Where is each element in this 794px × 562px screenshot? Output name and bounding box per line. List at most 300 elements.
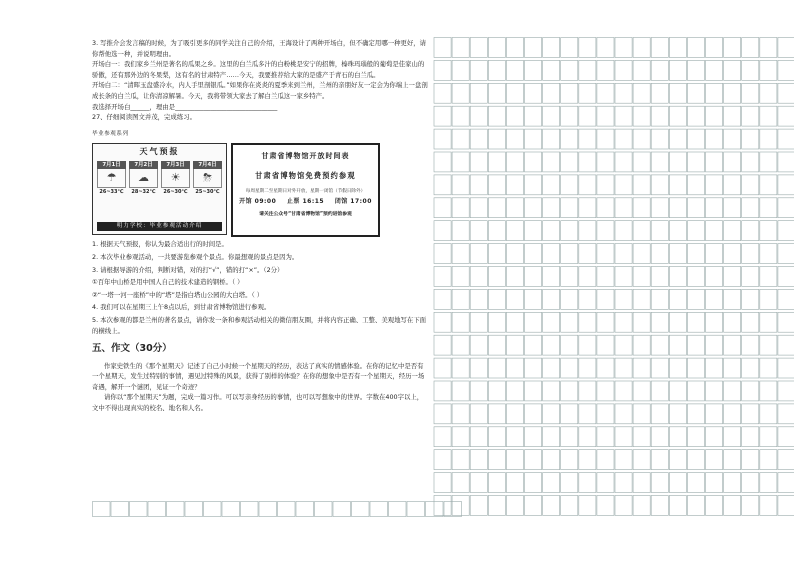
grid-cell[interactable] (778, 198, 794, 218)
grid-cell[interactable] (778, 267, 794, 287)
grid-cell[interactable] (434, 473, 451, 493)
grid-cell[interactable] (488, 175, 505, 195)
grid-cell[interactable] (434, 60, 451, 80)
grid-cell[interactable] (434, 404, 451, 424)
grid-cell[interactable] (579, 83, 596, 103)
grid-cell[interactable] (506, 198, 523, 218)
grid-cell[interactable] (706, 450, 723, 470)
grid-cell[interactable] (706, 244, 723, 264)
grid-cell[interactable] (633, 473, 650, 493)
grid-cell[interactable] (615, 450, 632, 470)
grid-cell[interactable] (352, 502, 370, 517)
grid-cell[interactable] (525, 106, 542, 126)
grid-cell[interactable] (742, 244, 759, 264)
grid-cell[interactable] (597, 312, 614, 332)
grid-cell[interactable] (724, 152, 741, 172)
grid-cell[interactable] (579, 496, 596, 516)
grid-cell[interactable] (615, 473, 632, 493)
grid-cell[interactable] (633, 83, 650, 103)
grid-cell[interactable] (452, 221, 469, 241)
grid-cell[interactable] (579, 38, 596, 58)
grid-cell[interactable] (742, 427, 759, 447)
grid-cell[interactable] (597, 381, 614, 401)
grid-cell[interactable] (615, 335, 632, 355)
grid-cell[interactable] (687, 175, 704, 195)
grid-cell[interactable] (506, 221, 523, 241)
grid-cell[interactable] (452, 129, 469, 149)
grid-cell[interactable] (488, 221, 505, 241)
grid-cell[interactable] (525, 404, 542, 424)
grid-cell[interactable] (633, 129, 650, 149)
grid-cell[interactable] (434, 106, 451, 126)
grid-cell[interactable] (760, 198, 777, 218)
grid-cell[interactable] (561, 335, 578, 355)
grid-cell[interactable] (488, 289, 505, 309)
grid-cell[interactable] (669, 267, 686, 287)
grid-cell[interactable] (760, 267, 777, 287)
grid-cell[interactable] (525, 129, 542, 149)
grid-cell[interactable] (525, 473, 542, 493)
grid-cell[interactable] (597, 106, 614, 126)
grid-cell[interactable] (470, 404, 487, 424)
grid-cell[interactable] (633, 198, 650, 218)
grid-cell[interactable] (488, 473, 505, 493)
grid-cell[interactable] (778, 289, 794, 309)
grid-cell[interactable] (597, 129, 614, 149)
grid-cell[interactable] (434, 358, 451, 378)
grid-cell[interactable] (525, 335, 542, 355)
grid-cell[interactable] (543, 106, 560, 126)
grid-cell[interactable] (597, 450, 614, 470)
grid-cell[interactable] (506, 335, 523, 355)
grid-cell[interactable] (488, 267, 505, 287)
grid-cell[interactable] (452, 404, 469, 424)
grid-cell[interactable] (525, 38, 542, 58)
grid-cell[interactable] (669, 289, 686, 309)
grid-cell[interactable] (760, 335, 777, 355)
grid-cell[interactable] (778, 496, 794, 516)
grid-cell[interactable] (633, 38, 650, 58)
grid-cell[interactable] (561, 404, 578, 424)
grid-cell[interactable] (687, 244, 704, 264)
grid-cell[interactable] (742, 129, 759, 149)
grid-cell[interactable] (241, 502, 259, 517)
grid-cell[interactable] (615, 358, 632, 378)
grid-cell[interactable] (506, 175, 523, 195)
grid-cell[interactable] (687, 450, 704, 470)
grid-cell[interactable] (706, 129, 723, 149)
grid-cell[interactable] (706, 175, 723, 195)
grid-cell[interactable] (561, 427, 578, 447)
grid-cell[interactable] (778, 335, 794, 355)
grid-cell[interactable] (407, 502, 425, 517)
grid-cell[interactable] (543, 152, 560, 172)
grid-cell[interactable] (633, 289, 650, 309)
grid-cell[interactable] (724, 175, 741, 195)
grid-cell[interactable] (434, 312, 451, 332)
grid-cell[interactable] (506, 152, 523, 172)
grid-cell[interactable] (452, 473, 469, 493)
grid-cell[interactable] (778, 60, 794, 80)
grid-cell[interactable] (506, 404, 523, 424)
grid-cell[interactable] (706, 106, 723, 126)
grid-cell[interactable] (651, 175, 668, 195)
grid-cell[interactable] (470, 106, 487, 126)
grid-cell[interactable] (724, 312, 741, 332)
grid-cell[interactable] (760, 244, 777, 264)
grid-cell[interactable] (669, 496, 686, 516)
grid-cell[interactable] (669, 198, 686, 218)
grid-cell[interactable] (633, 450, 650, 470)
grid-cell[interactable] (543, 312, 560, 332)
grid-cell[interactable] (488, 83, 505, 103)
grid-cell[interactable] (778, 473, 794, 493)
grid-cell[interactable] (742, 335, 759, 355)
grid-cell[interactable] (525, 427, 542, 447)
grid-cell[interactable] (706, 335, 723, 355)
grid-cell[interactable] (669, 244, 686, 264)
grid-cell[interactable] (706, 83, 723, 103)
grid-cell[interactable] (543, 358, 560, 378)
grid-cell[interactable] (651, 358, 668, 378)
grid-cell[interactable] (452, 60, 469, 80)
grid-cell[interactable] (543, 427, 560, 447)
grid-cell[interactable] (506, 289, 523, 309)
grid-cell[interactable] (470, 175, 487, 195)
grid-cell[interactable] (167, 502, 185, 517)
grid-cell[interactable] (687, 496, 704, 516)
grid-cell[interactable] (488, 244, 505, 264)
grid-cell[interactable] (506, 267, 523, 287)
grid-cell[interactable] (130, 502, 148, 517)
grid-cell[interactable] (561, 129, 578, 149)
grid-cell[interactable] (579, 60, 596, 80)
grid-cell[interactable] (148, 502, 166, 517)
grid-cell[interactable] (470, 152, 487, 172)
grid-cell[interactable] (597, 198, 614, 218)
grid-cell[interactable] (579, 221, 596, 241)
grid-cell[interactable] (669, 427, 686, 447)
grid-cell[interactable] (525, 381, 542, 401)
grid-cell[interactable] (315, 502, 333, 517)
grid-cell[interactable] (597, 427, 614, 447)
grid-cell[interactable] (579, 381, 596, 401)
grid-cell[interactable] (669, 129, 686, 149)
grid-cell[interactable] (452, 152, 469, 172)
grid-cell[interactable] (633, 175, 650, 195)
grid-cell[interactable] (706, 60, 723, 80)
grid-cell[interactable] (687, 152, 704, 172)
grid-cell[interactable] (742, 289, 759, 309)
grid-cell[interactable] (525, 152, 542, 172)
grid-cell[interactable] (525, 60, 542, 80)
grid-cell[interactable] (615, 244, 632, 264)
grid-cell[interactable] (452, 450, 469, 470)
grid-cell[interactable] (742, 496, 759, 516)
grid-cell[interactable] (579, 129, 596, 149)
grid-cell[interactable] (742, 404, 759, 424)
grid-cell[interactable] (452, 38, 469, 58)
grid-cell[interactable] (669, 175, 686, 195)
grid-cell[interactable] (597, 473, 614, 493)
grid-cell[interactable] (543, 129, 560, 149)
grid-cell[interactable] (669, 404, 686, 424)
grid-cell[interactable] (724, 267, 741, 287)
grid-cell[interactable] (724, 404, 741, 424)
grid-cell[interactable] (525, 244, 542, 264)
grid-cell[interactable] (597, 60, 614, 80)
grid-cell[interactable] (687, 60, 704, 80)
grid-cell[interactable] (724, 244, 741, 264)
grid-cell[interactable] (597, 244, 614, 264)
grid-cell[interactable] (434, 427, 451, 447)
grid-cell[interactable] (389, 502, 407, 517)
grid-cell[interactable] (687, 38, 704, 58)
grid-cell[interactable] (488, 129, 505, 149)
grid-cell[interactable] (633, 404, 650, 424)
grid-cell[interactable] (525, 312, 542, 332)
grid-cell[interactable] (651, 496, 668, 516)
grid-cell[interactable] (669, 335, 686, 355)
grid-cell[interactable] (579, 289, 596, 309)
grid-cell[interactable] (93, 502, 111, 517)
grid-cell[interactable] (488, 152, 505, 172)
grid-cell[interactable] (434, 267, 451, 287)
grid-cell[interactable] (778, 83, 794, 103)
grid-cell[interactable] (444, 502, 462, 517)
grid-cell[interactable] (543, 267, 560, 287)
grid-cell[interactable] (543, 496, 560, 516)
grid-cell[interactable] (651, 83, 668, 103)
grid-cell[interactable] (561, 312, 578, 332)
grid-cell[interactable] (543, 60, 560, 80)
grid-cell[interactable] (561, 198, 578, 218)
grid-cell[interactable] (615, 106, 632, 126)
grid-cell[interactable] (778, 312, 794, 332)
grid-cell[interactable] (525, 198, 542, 218)
grid-cell[interactable] (426, 502, 444, 517)
grid-cell[interactable] (687, 267, 704, 287)
grid-cell[interactable] (506, 38, 523, 58)
grid-cell[interactable] (651, 381, 668, 401)
grid-cell[interactable] (651, 335, 668, 355)
grid-cell[interactable] (742, 198, 759, 218)
grid-cell[interactable] (742, 473, 759, 493)
grid-cell[interactable] (742, 381, 759, 401)
grid-cell[interactable] (724, 381, 741, 401)
grid-cell[interactable] (615, 496, 632, 516)
grid-cell[interactable] (434, 129, 451, 149)
grid-cell[interactable] (561, 267, 578, 287)
grid-cell[interactable] (561, 496, 578, 516)
grid-cell[interactable] (543, 244, 560, 264)
grid-cell[interactable] (333, 502, 351, 517)
grid-cell[interactable] (452, 198, 469, 218)
writing-grid-right[interactable] (432, 37, 794, 519)
grid-cell[interactable] (687, 358, 704, 378)
grid-cell[interactable] (543, 335, 560, 355)
grid-cell[interactable] (615, 60, 632, 80)
grid-cell[interactable] (651, 312, 668, 332)
grid-cell[interactable] (778, 38, 794, 58)
grid-cell[interactable] (452, 381, 469, 401)
grid-cell[interactable] (561, 358, 578, 378)
grid-cell[interactable] (760, 106, 777, 126)
grid-cell[interactable] (543, 221, 560, 241)
grid-cell[interactable] (669, 152, 686, 172)
grid-cell[interactable] (525, 175, 542, 195)
grid-cell[interactable] (506, 427, 523, 447)
grid-cell[interactable] (561, 106, 578, 126)
grid-cell[interactable] (633, 106, 650, 126)
grid-cell[interactable] (615, 312, 632, 332)
grid-cell[interactable] (687, 289, 704, 309)
grid-cell[interactable] (561, 38, 578, 58)
grid-cell[interactable] (506, 496, 523, 516)
grid-cell[interactable] (706, 496, 723, 516)
grid-cell[interactable] (724, 38, 741, 58)
grid-cell[interactable] (760, 221, 777, 241)
grid-cell[interactable] (651, 289, 668, 309)
grid-cell[interactable] (742, 312, 759, 332)
grid-cell[interactable] (525, 496, 542, 516)
grid-cell[interactable] (742, 152, 759, 172)
grid-cell[interactable] (706, 381, 723, 401)
grid-cell[interactable] (724, 198, 741, 218)
grid-cell[interactable] (742, 358, 759, 378)
grid-cell[interactable] (615, 129, 632, 149)
grid-cell[interactable] (470, 358, 487, 378)
grid-cell[interactable] (222, 502, 240, 517)
grid-cell[interactable] (724, 473, 741, 493)
grid-cell[interactable] (742, 38, 759, 58)
grid-cell[interactable] (760, 129, 777, 149)
grid-cell[interactable] (687, 129, 704, 149)
grid-cell[interactable] (561, 60, 578, 80)
grid-cell[interactable] (506, 473, 523, 493)
grid-cell[interactable] (706, 289, 723, 309)
grid-cell[interactable] (579, 335, 596, 355)
grid-cell[interactable] (525, 83, 542, 103)
grid-cell[interactable] (724, 496, 741, 516)
grid-cell[interactable] (633, 358, 650, 378)
grid-cell[interactable] (525, 450, 542, 470)
grid-cell[interactable] (615, 289, 632, 309)
grid-cell[interactable] (724, 221, 741, 241)
grid-cell[interactable] (760, 312, 777, 332)
grid-cell[interactable] (579, 450, 596, 470)
grid-cell[interactable] (615, 267, 632, 287)
grid-cell[interactable] (633, 60, 650, 80)
grid-cell[interactable] (488, 358, 505, 378)
grid-cell[interactable] (706, 198, 723, 218)
grid-cell[interactable] (633, 312, 650, 332)
grid-cell[interactable] (488, 38, 505, 58)
grid-cell[interactable] (615, 427, 632, 447)
grid-cell[interactable] (724, 106, 741, 126)
grid-cell[interactable] (633, 381, 650, 401)
grid-cell[interactable] (525, 289, 542, 309)
grid-cell[interactable] (651, 221, 668, 241)
grid-cell[interactable] (470, 427, 487, 447)
grid-cell[interactable] (543, 450, 560, 470)
grid-cell[interactable] (760, 473, 777, 493)
grid-cell[interactable] (579, 358, 596, 378)
grid-cell[interactable] (204, 502, 222, 517)
grid-cell[interactable] (687, 221, 704, 241)
grid-cell[interactable] (651, 427, 668, 447)
grid-cell[interactable] (651, 129, 668, 149)
grid-cell[interactable] (525, 221, 542, 241)
grid-cell[interactable] (633, 267, 650, 287)
grid-cell[interactable] (760, 427, 777, 447)
grid-cell[interactable] (579, 152, 596, 172)
grid-cell[interactable] (579, 473, 596, 493)
grid-cell[interactable] (470, 450, 487, 470)
grid-cell[interactable] (615, 152, 632, 172)
grid-cell[interactable] (687, 198, 704, 218)
grid-cell[interactable] (760, 60, 777, 80)
grid-cell[interactable] (615, 38, 632, 58)
grid-cell[interactable] (434, 83, 451, 103)
grid-cell[interactable] (597, 221, 614, 241)
grid-cell[interactable] (434, 221, 451, 241)
grid-cell[interactable] (778, 381, 794, 401)
grid-cell[interactable] (687, 312, 704, 332)
grid-cell[interactable] (579, 404, 596, 424)
grid-cell[interactable] (470, 83, 487, 103)
grid-cell[interactable] (760, 358, 777, 378)
grid-cell[interactable] (724, 289, 741, 309)
grid-cell[interactable] (470, 198, 487, 218)
grid-cell[interactable] (724, 450, 741, 470)
grid-cell[interactable] (597, 175, 614, 195)
grid-cell[interactable] (615, 83, 632, 103)
grid-cell[interactable] (760, 175, 777, 195)
grid-cell[interactable] (543, 38, 560, 58)
grid-cell[interactable] (434, 289, 451, 309)
grid-cell[interactable] (579, 312, 596, 332)
grid-cell[interactable] (525, 358, 542, 378)
grid-cell[interactable] (561, 289, 578, 309)
grid-cell[interactable] (706, 221, 723, 241)
grid-cell[interactable] (278, 502, 296, 517)
grid-cell[interactable] (488, 496, 505, 516)
grid-cell[interactable] (597, 335, 614, 355)
grid-cell[interactable] (597, 267, 614, 287)
grid-cell[interactable] (760, 83, 777, 103)
grid-cell[interactable] (706, 312, 723, 332)
grid-cell[interactable] (633, 496, 650, 516)
grid-cell[interactable] (651, 450, 668, 470)
grid-cell[interactable] (669, 450, 686, 470)
grid-cell[interactable] (488, 312, 505, 332)
grid-cell[interactable] (687, 381, 704, 401)
grid-cell[interactable] (452, 289, 469, 309)
grid-cell[interactable] (778, 358, 794, 378)
grid-cell[interactable] (434, 152, 451, 172)
grid-cell[interactable] (778, 404, 794, 424)
grid-cell[interactable] (259, 502, 277, 517)
grid-cell[interactable] (669, 221, 686, 241)
grid-cell[interactable] (724, 358, 741, 378)
grid-cell[interactable] (706, 427, 723, 447)
grid-cell[interactable] (561, 450, 578, 470)
grid-cell[interactable] (434, 450, 451, 470)
grid-cell[interactable] (470, 335, 487, 355)
grid-cell[interactable] (651, 404, 668, 424)
grid-cell[interactable] (597, 496, 614, 516)
